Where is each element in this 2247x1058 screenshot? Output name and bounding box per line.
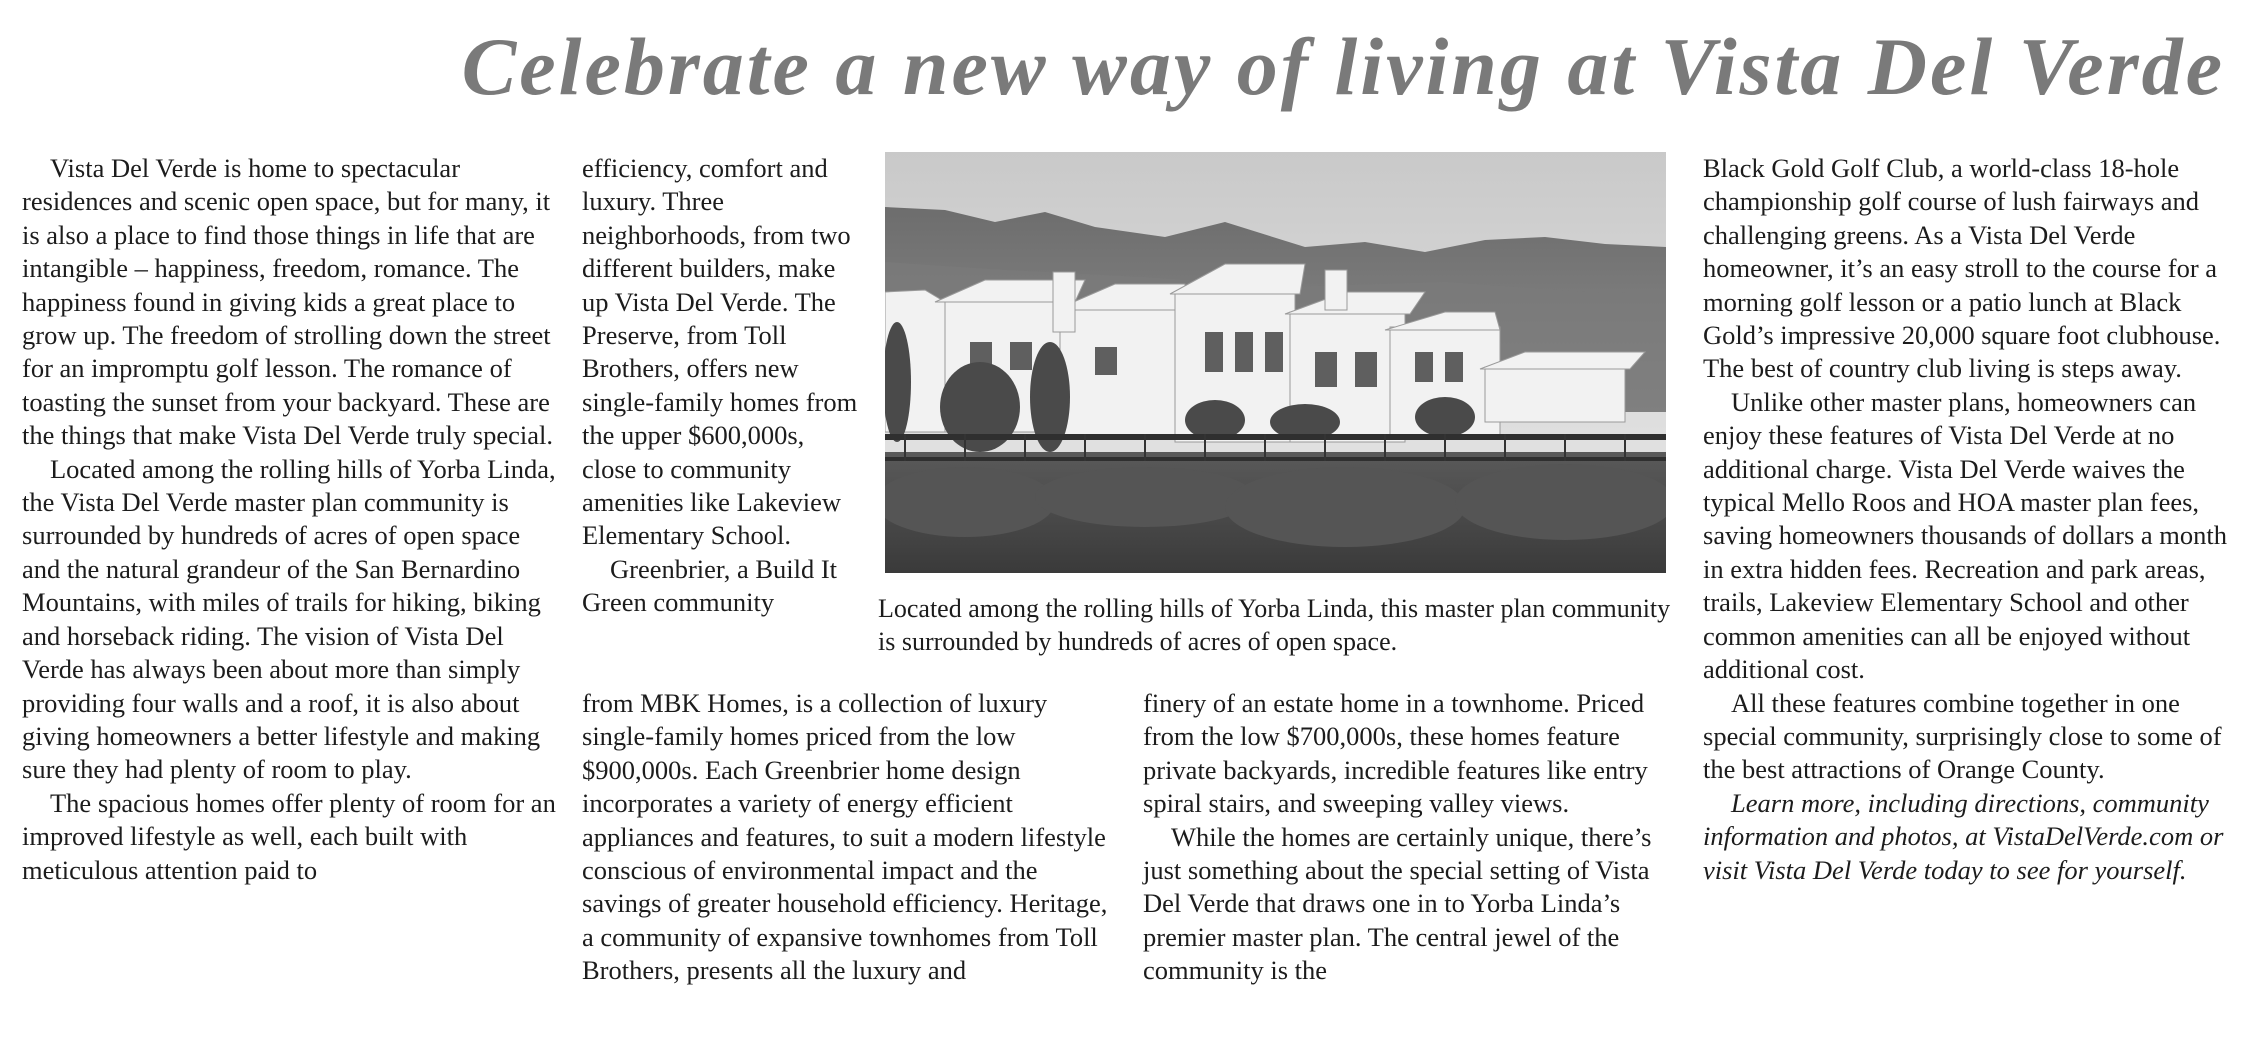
headline: Celebrate a new way of living at Vista Del Verde: [461, 21, 2225, 112]
paragraph-golf-club: Black Gold Golf Club, a world-class 18-hole championship golf course of lush fairways and challenging greens. As a Vista Del Verde homeowner, it’s an easy stroll to the course for a morning golf lesson or a patio lunch at Black Gold’s impressive 20,000 square foot clubhouse. The best of country club living is steps away.: [1703, 153, 2221, 384]
paragraph-heritage: finery of an estate home in a townhome. Priced from the low $700,000s, these homes feature private backyards, incredible features like entry spiral stairs, and sweeping valley views.: [1143, 688, 1648, 819]
article-column-2-top: [582, 152, 862, 620]
paragraph-intro: Vista Del Verde is home to spectacular residences and scenic open space, but for many, it is also a place to find those things in life that are intangible – happiness, freedom, romance. The happiness found in giving kids a great place to grow up. The freedom of strolling down the street for an impromptu golf lesson. The romance of toasting the sunset from your backyard. These are the things that make Vista Del Verde truly special.: [22, 153, 553, 451]
paragraph-neighborhoods: efficiency, comfort and luxury. Three neighborhoods, from two different builders, make up Vista Del Verde. The Preserve, from Toll Brothers, offers new single-family homes from the upper $600,000s, close to community amenities like Lakeview Elementary School.: [582, 153, 858, 551]
community-photo-image: [885, 152, 1666, 573]
paragraph-fees: Unlike other master plans, homeowners can enjoy these features of Vista Del Verde at no additional charge. Vista Del Verde waives the typical Mello Roos and HOA master plan fees, saving homeowners thousands of dollars a month in extra hidden fees. Recreation and park areas, trails, Lakeview Elementary School and other common amenities can all be enjoyed without additional cost.: [1703, 386, 2228, 685]
article-column-1: [22, 152, 562, 887]
article-column-4: [1703, 152, 2228, 887]
community-photo: [885, 152, 1666, 573]
paragraph-location: Located among the rolling hills of Yorba Linda, the Vista Del Verde master plan community is surrounded by hundreds of acres of open space and the natural grandeur of the San Bernardino Mountains, with miles of trails for hiking, biking and horseback riding. The vision of Vista Del Verde has always been about more than simply providing four walls and a roof, it is also about giving homeowners a better lifestyle and making sure they had plenty of room to play.: [22, 453, 556, 785]
paragraph-setting: While the homes are certainly unique, there’s just something about the special setting of Vista Del Verde that draws one in to Yorba Linda’s premier master plan. The central jewel of the community is the: [1143, 821, 1652, 986]
paragraph-homes: The spacious homes offer plenty of room for an improved lifestyle as well, each built with meticulous attention paid to: [22, 787, 556, 885]
photo-caption: Located among the rolling hills of Yorba Linda, this master plan community is surrounded by hundreds of acres of open space.: [878, 594, 1671, 657]
article-column-2-bottom: [582, 687, 1122, 988]
paragraph-call-to-action: Learn more, including directions, community information and photos, at VistaDelVerde.com or visit Vista Del Verde today to see for yourself.: [1703, 787, 2224, 885]
paragraph-greenbrier-start: Greenbrier, a Build It Green community: [582, 553, 838, 618]
paragraph-attractions: All these features combine together in one special community, surprisingly close to some of the best attractions of Orange County.: [1703, 687, 2222, 785]
paragraph-greenbrier: from MBK Homes, is a collection of luxury single-family homes priced from the low $900,000s. Each Greenbrier home design incorporates a variety of energy efficient appliances and features, to suit a modern lifestyle conscious of environmental impact and the savings of greater household efficiency. Heritage, a community of expansive townhomes from Toll Brothers, presents all the luxury and: [582, 688, 1108, 986]
article-column-3: [1143, 687, 1683, 988]
